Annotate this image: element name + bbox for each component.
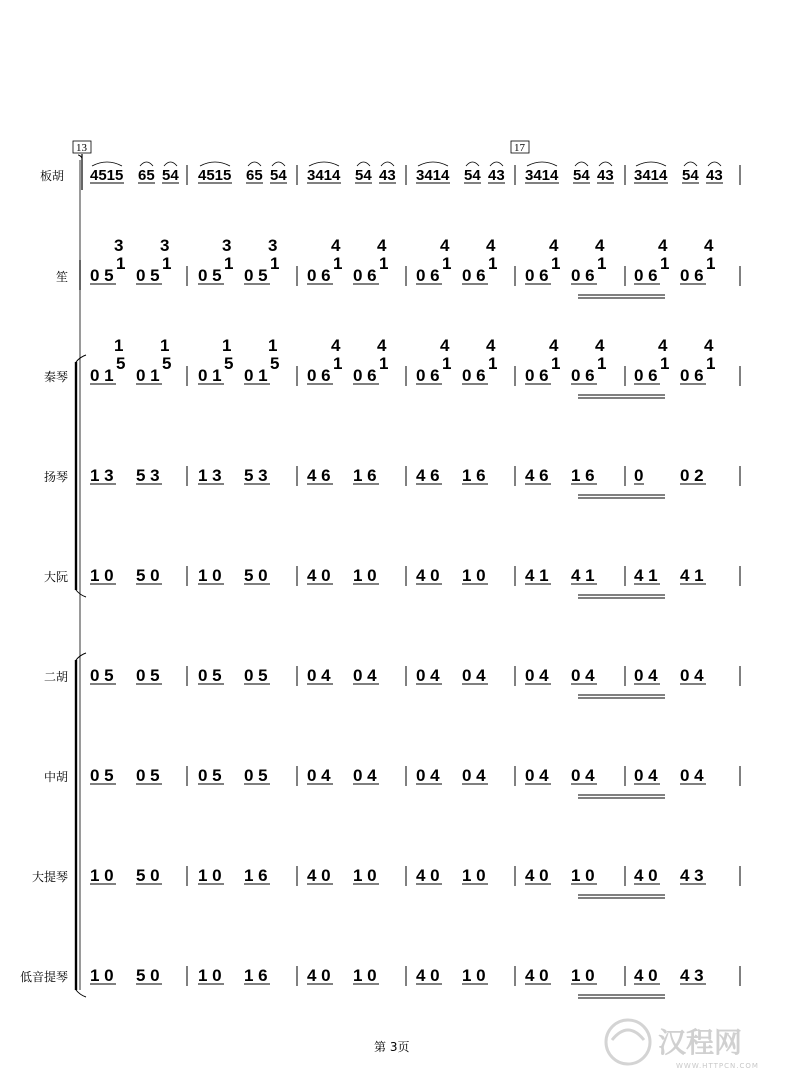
note-group: 43 [706,167,723,184]
note-group: 0 4 [571,766,595,785]
note-group: 0 4 [634,766,658,785]
note-group: 3414 [525,167,559,184]
chord-upper-note: 3 [268,236,278,255]
note-group: 0 6 [353,366,377,385]
note-group: 5 3 [244,466,268,485]
slur [599,162,612,166]
chord-upper-note: 4 [595,236,605,255]
note-group: 0 [634,466,644,485]
chord-upper-note: 4 [704,336,714,355]
note-group: 4 1 [571,566,595,585]
note-group: 4 0 [634,966,658,985]
note-group: 1 0 [353,966,377,985]
note-group: 0 6 [634,366,658,385]
note-group: 4 0 [416,566,440,585]
note-group: 0 4 [353,766,377,785]
chord-middle-note: 1 [116,254,126,273]
note-group: 1 6 [571,466,595,485]
slur [381,162,394,166]
note-group: 0 5 [90,266,114,285]
note-group: 0 5 [198,766,222,785]
slur [200,162,230,166]
note-group: 0 5 [90,766,114,785]
note-group: 0 6 [353,266,377,285]
chord-upper-note: 4 [440,336,450,355]
note-group: 54 [464,167,481,184]
note-group: 0 6 [525,366,549,385]
chord-middle-note: 1 [333,254,343,273]
note-group: 0 6 [571,366,595,385]
note-group: 1 0 [571,866,595,885]
slur [164,162,177,166]
note-group: 65 [138,167,155,184]
note-group: 4 0 [525,866,549,885]
note-group: 0 6 [680,266,704,285]
chord-middle-note: 5 [270,354,280,373]
slur [92,162,122,166]
chord-upper-note: 4 [704,236,714,255]
chord-middle-note: 1 [551,354,561,373]
note-group: 4 1 [525,566,549,585]
note-group: 0 6 [416,266,440,285]
note-group: 1 0 [90,566,114,585]
slur [248,162,261,166]
slur [357,162,370,166]
chord-middle-note: 1 [379,354,389,373]
chord-upper-note: 1 [160,336,170,355]
note-group: 43 [488,167,505,184]
chord-upper-note: 4 [549,236,559,255]
note-group: 1 6 [244,966,268,985]
watermark-logo [606,1020,759,1070]
note-group: 0 1 [244,366,268,385]
chord-upper-note: 4 [331,336,341,355]
note-group: 0 4 [416,766,440,785]
chord-middle-note: 1 [488,354,498,373]
page-number: 第 3页 [374,1040,410,1054]
instrument-label-erhu: 二胡 [44,670,69,684]
chord-upper-note: 1 [114,336,124,355]
slur [575,162,588,166]
chord-middle-note: 1 [270,254,280,273]
chord-middle-note: 1 [333,354,343,373]
chord-upper-note: 4 [377,336,387,355]
note-group: 43 [597,167,614,184]
note-group: 5 0 [244,566,268,585]
note-group: 0 5 [136,266,160,285]
instrument-label-banhu: 板胡 [40,169,65,183]
note-group: 0 4 [525,766,549,785]
chord-middle-note: 5 [116,354,126,373]
note-group: 5 0 [136,566,160,585]
instrument-label-daruan: 大阮 [44,570,69,584]
svg-text:WWW.HTTPCN.COM: WWW.HTTPCN.COM [676,1062,759,1070]
slur [309,162,339,166]
slur [466,162,479,166]
chord-upper-note: 4 [377,236,387,255]
note-group: 0 4 [307,666,331,685]
note-group: 0 4 [634,666,658,685]
chord-middle-note: 1 [551,254,561,273]
chord-middle-note: 1 [660,254,670,273]
note-group: 0 4 [680,666,704,685]
note-group: 0 4 [525,666,549,685]
note-group: 4 6 [307,466,331,485]
chord-upper-note: 4 [658,336,668,355]
note-group: 1 0 [462,566,486,585]
chord-upper-note: 1 [268,336,278,355]
note-group: 0 2 [680,466,704,485]
svg-text:汉程网: 汉程网 [658,1026,743,1059]
note-group: 1 0 [571,966,595,985]
instrument-label-zhonghu: 中胡 [44,770,69,784]
note-group: 4 3 [680,966,704,985]
instrument-label-qinqin: 秦琴 [44,370,69,384]
slur [490,162,503,166]
chord-middle-note: 1 [162,254,172,273]
chord-upper-note: 3 [160,236,170,255]
note-group: 0 4 [416,666,440,685]
slur [272,162,285,166]
note-group: 0 4 [462,666,486,685]
note-group: 1 0 [353,566,377,585]
chord-middle-note: 1 [224,254,234,273]
note-group: 0 5 [136,666,160,685]
svg-text:13: 13 [76,142,87,154]
note-group: 0 6 [571,266,595,285]
note-group: 4 0 [525,966,549,985]
note-group: 4 0 [307,866,331,885]
note-group: 3414 [634,167,668,184]
chord-upper-note: 4 [486,236,496,255]
note-group: 4 0 [416,866,440,885]
instrument-label-sheng: 笙 [56,270,69,284]
note-group: 0 6 [462,366,486,385]
system-brackets [76,154,86,997]
chord-middle-note: 1 [379,254,389,273]
note-group: 0 1 [198,366,222,385]
note-group: 0 4 [307,766,331,785]
note-group: 0 6 [680,366,704,385]
chord-upper-note: 4 [658,236,668,255]
note-group: 0 6 [307,266,331,285]
note-group: 0 4 [571,666,595,685]
note-group: 4 0 [416,966,440,985]
note-group: 0 6 [416,366,440,385]
note-group: 0 5 [198,666,222,685]
note-group: 4 0 [307,566,331,585]
note-group: 1 6 [244,866,268,885]
note-group: 0 4 [680,766,704,785]
slur [708,162,721,166]
slur [140,162,153,166]
note-group: 1 3 [198,466,222,485]
note-group: 1 6 [462,466,486,485]
note-group: 4 3 [680,866,704,885]
chord-middle-note: 1 [488,254,498,273]
chord-middle-note: 1 [597,254,607,273]
note-group: 0 4 [462,766,486,785]
note-group: 1 0 [198,566,222,585]
note-group: 1 6 [353,466,377,485]
chord-middle-note: 5 [162,354,172,373]
note-group: 4 0 [307,966,331,985]
note-group: 0 5 [136,766,160,785]
note-group: 4 6 [525,466,549,485]
slur [684,162,697,166]
instrument-label-yangqin: 扬琴 [44,470,69,484]
note-group: 65 [246,167,263,184]
chord-middle-note: 1 [660,354,670,373]
note-group: 0 6 [462,266,486,285]
chord-middle-note: 5 [224,354,234,373]
chord-upper-note: 3 [114,236,124,255]
instrument-label-double-bass: 低音提琴 [20,970,69,984]
note-group: 3414 [416,167,450,184]
note-group: 4 1 [634,566,658,585]
chord-middle-note: 1 [597,354,607,373]
measure-number-13 [73,141,91,154]
note-group: 54 [355,167,372,184]
note-group: 4 6 [416,466,440,485]
note-group: 54 [270,167,287,184]
svg-text:17: 17 [514,142,525,154]
chord-middle-note: 1 [442,254,452,273]
notation-layer [90,162,740,998]
slur [636,162,666,166]
note-group: 1 3 [90,466,114,485]
note-group: 4 0 [634,866,658,885]
note-group: 1 0 [198,866,222,885]
chord-middle-note: 1 [706,254,716,273]
chord-upper-note: 4 [549,336,559,355]
note-group: 54 [162,167,179,184]
note-group: 0 6 [307,366,331,385]
note-group: 43 [379,167,396,184]
note-group: 3414 [307,167,341,184]
slur [418,162,448,166]
note-group: 0 5 [198,266,222,285]
slur [527,162,557,166]
note-group: 0 4 [353,666,377,685]
note-group: 1 0 [462,866,486,885]
note-group: 0 1 [90,366,114,385]
note-group: 4 1 [680,566,704,585]
note-group: 1 0 [90,866,114,885]
note-group: 0 5 [90,666,114,685]
note-group: 5 3 [136,466,160,485]
measure-number-17 [511,141,529,154]
note-group: 4515 [198,167,232,184]
chord-upper-note: 4 [440,236,450,255]
chord-upper-note: 4 [486,336,496,355]
note-group: 5 0 [136,866,160,885]
note-group: 0 6 [525,266,549,285]
note-group: 0 6 [634,266,658,285]
note-group: 54 [573,167,590,184]
note-group: 5 0 [136,966,160,985]
instrument-label-cello: 大提琴 [32,870,69,884]
chord-upper-note: 4 [595,336,605,355]
note-group: 0 5 [244,266,268,285]
note-group: 4515 [90,167,124,184]
note-group: 1 0 [90,966,114,985]
note-group: 0 1 [136,366,160,385]
note-group: 0 5 [244,766,268,785]
note-group: 0 5 [244,666,268,685]
chord-upper-note: 1 [222,336,232,355]
note-group: 1 0 [198,966,222,985]
chord-middle-note: 1 [442,354,452,373]
note-group: 54 [682,167,699,184]
note-group: 1 0 [462,966,486,985]
note-group: 1 0 [353,866,377,885]
chord-upper-note: 3 [222,236,232,255]
chord-middle-note: 1 [706,354,716,373]
chord-upper-note: 4 [331,236,341,255]
